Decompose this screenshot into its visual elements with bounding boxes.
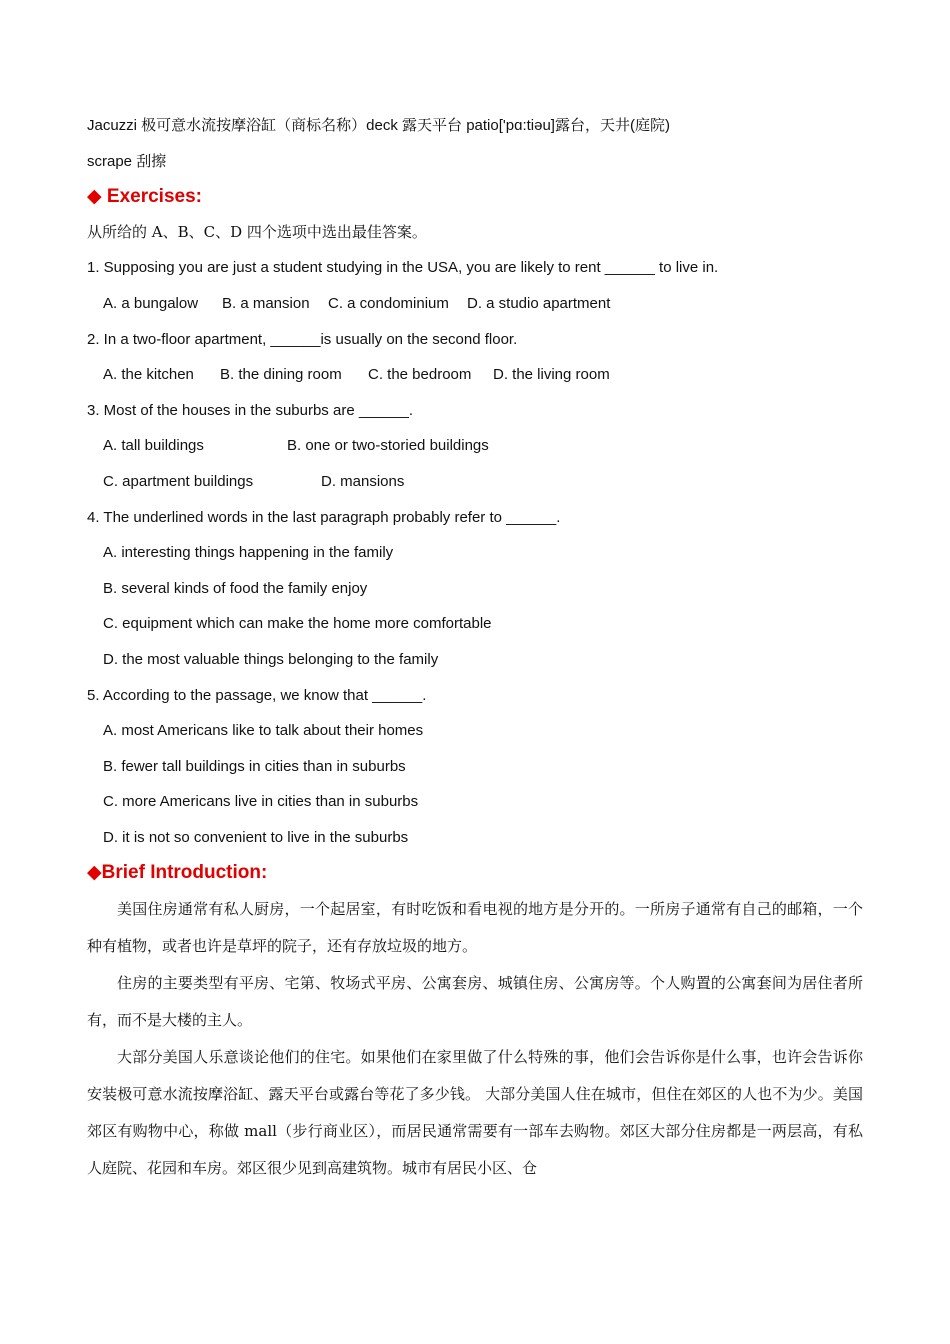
diamond-icon: ◆ <box>87 862 102 884</box>
option-row: B. several kinds of food the family enjoy <box>103 579 368 597</box>
option: B. a mansion <box>222 294 310 312</box>
option: A. the kitchen <box>103 366 194 384</box>
option: D. the living room <box>493 366 610 384</box>
document-content <box>87 108 863 1187</box>
question-stem: 4. The underlined words in the last paragraph probably refer to ______. <box>87 508 561 526</box>
diamond-icon: ◆ <box>87 186 102 208</box>
option-row <box>87 357 863 393</box>
option-row <box>87 428 863 464</box>
option-row <box>87 286 863 322</box>
intro-heading <box>87 855 863 891</box>
question-stem: 5. According to the passage, we know that ______. <box>87 686 427 704</box>
option: C. apartment buildings <box>103 472 254 490</box>
option: B. the dining room <box>220 366 342 384</box>
vocab-line: scrape 刮擦 <box>87 152 167 170</box>
question-stem: 1. Supposing you are just a student studying in the USA, you are likely to rent ______ to live in. <box>87 259 719 277</box>
question-stem: 3. Most of the houses in the suburbs are ______. <box>87 401 414 419</box>
intro-paragraph: 住房的主要类型有平房、宅第、牧场式平房、公寓套房、城镇住房、公寓房等。个人购置的公寓套间为居住者所有，而不是大楼的主人。 <box>87 974 863 1030</box>
option-row: B. fewer tall buildings in cities than in suburbs <box>103 757 406 775</box>
option-row <box>87 464 863 500</box>
option-row: A. interesting things happening in the family <box>103 544 394 562</box>
option-row: D. the most valuable things belonging to the family <box>103 650 439 668</box>
intro-heading-text: Brief Introduction: <box>101 862 268 884</box>
intro-body <box>87 891 863 1187</box>
vocab-line: Jacuzzi 极可意水流按摩浴缸（商标名称）deck 露天平台 patio['pɑ:tiəu]露台，天井(庭院) <box>87 117 670 134</box>
option-row: C. more Americans live in cities than in suburbs <box>103 793 419 811</box>
option: B. one or two-storied buildings <box>287 437 489 455</box>
option-row: C. equipment which can make the home more comfortable <box>103 615 492 633</box>
exercises-heading <box>87 179 863 215</box>
intro-paragraph: 美国住房通常有私人厨房，一个起居室，有时吃饭和看电视的地方是分开的。一所房子通常有自己的邮箱，一个种有植物，或者也许是草坪的院子，还有存放垃圾的地方。 <box>87 900 863 956</box>
exercises-heading-text: Exercises: <box>106 186 202 208</box>
intro-paragraph: 大部分美国人乐意谈论他们的住宅。如果他们在家里做了什么特殊的事，他们会告诉你是什么事，也许会告诉你安装极可意水流按摩浴缸、露天平台或露台等花了多少钱。 大部分美国人住在城市，但住在郊区的人也不为少。美国郊区有购物中心，称做 mall（步行商业区），而居民通常需要有一部车去购物。郊区大部分住房都是一两层高，有私人庭院、花园和车房。郊区很少见到高建筑物。城市有居民小区、仓 <box>87 1048 863 1178</box>
option: D. mansions <box>321 472 405 490</box>
option: C. the bedroom <box>368 366 472 384</box>
exercise-instruction: 从所给的 A、B、C、D 四个选项中选出最佳答案。 <box>87 222 427 241</box>
option: A. a bungalow <box>103 294 199 312</box>
option: D. a studio apartment <box>467 294 611 312</box>
option: C. a condominium <box>328 294 449 312</box>
option: A. tall buildings <box>103 437 204 455</box>
option-row: A. most Americans like to talk about their homes <box>103 722 424 740</box>
question-stem: 2. In a two-floor apartment, ______is usually on the second floor. <box>87 330 518 348</box>
option-row: D. it is not so convenient to live in the suburbs <box>103 828 409 846</box>
